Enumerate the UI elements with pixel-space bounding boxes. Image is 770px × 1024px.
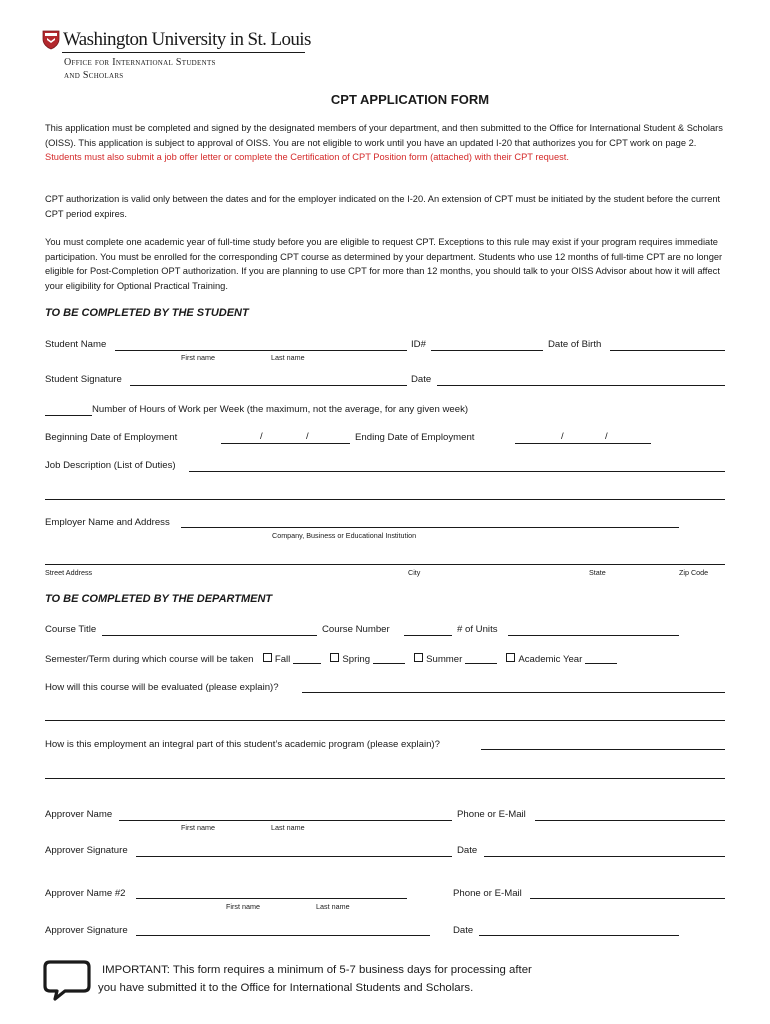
student-signature-field[interactable] [130,385,407,386]
city-hint: City [408,568,421,577]
dob-field[interactable] [610,350,725,351]
approver-name-2-label: Approver Name #2 [45,888,126,899]
approver-2-last-name-hint: Last name [316,902,350,911]
student-date-label: Date [411,374,432,385]
fall-checkbox[interactable] [263,653,272,662]
company-hint: Company, Business or Educational Institution [272,531,417,540]
approver-2-phone-field[interactable] [530,898,725,899]
approver-2-signature-field[interactable] [136,935,430,936]
job-description-field-2[interactable] [45,499,725,500]
job-description-field-1[interactable] [189,471,725,472]
units-label: # of Units [457,624,498,635]
hours-label: Number of Hours of Work per Week (the maximum, not the average, for any given week) [92,404,469,415]
academic-year-blank[interactable] [585,663,617,664]
approver-date-label: Date [457,845,478,856]
academic-year-label: Academic Year [518,654,583,665]
spring-blank[interactable] [373,663,405,664]
approver-2-first-name-hint: First name [226,902,260,911]
integral-field-1[interactable] [481,749,725,750]
fall-blank[interactable] [293,663,321,664]
intro-text: This application must be completed and signed by the designated members of your department, and then submitted to the Office for International Student & Scholars (OISS). This application is subject to approval of OISS. You are not eligible to work until you have an updated I-20 that authorizes you for CPT work on page 2. [45,123,723,148]
end-date-sep-2: / [605,431,608,442]
university-logo [42,29,311,54]
hours-field[interactable] [45,415,92,416]
intro-paragraph-1 [45,121,725,165]
end-date-sep-1: / [561,431,564,442]
approver-date-field[interactable] [484,856,725,857]
course-number-field[interactable] [404,635,452,636]
intro-paragraph-3: You must complete one academic year of full-time study before you are eligible to request CPT. Exceptions to this rule may exist if your program requires immediate participation. You must be enrolled for the corresponding CPT course as determined by your department. Students who use 12 months of full-time CPT are no longer eligible for Post-Completion OPT authorization. If you are planning to use CPT for more than 12 months, you should talk to your OISS Advisor about how it will affect your eligibility for Optional Practical Training. [45,237,723,292]
end-date-field[interactable] [515,443,651,444]
approver-2-date-label: Date [453,925,474,936]
student-signature-label: Student Signature [45,374,122,385]
approver-2-phone-label: Phone or E-Mail [453,888,522,899]
approver-name-field[interactable] [119,820,452,821]
approver-2-date-field[interactable] [479,935,679,936]
course-title-label: Course Title [45,624,97,635]
university-name: Washington University in St. Louis [63,29,311,50]
spring-checkbox[interactable] [330,653,339,662]
academic-year-checkbox[interactable] [506,653,515,662]
intro-red-text: Students must also submit a job offer letter or complete the Certification of CPT Position form (attached) with their CPT request. [45,152,569,163]
approver-signature-field[interactable] [136,856,452,857]
department-section-heading: TO BE COMPLETED BY THE DEPARTMENT [45,593,273,605]
begin-date-sep-2: / [306,431,309,442]
units-field[interactable] [508,635,679,636]
course-title-field[interactable] [102,635,317,636]
approver-phone-label: Phone or E-Mail [457,809,526,820]
approver-name-label: Approver Name [45,809,113,820]
summer-blank[interactable] [465,663,497,664]
approver-first-name-hint: First name [181,823,215,832]
dob-label: Date of Birth [548,339,602,350]
approver-signature-label: Approver Signature [45,845,128,856]
semester-label: Semester/Term during which course will be taken [45,654,254,665]
header-rule [62,52,305,53]
shield-icon [42,30,60,50]
last-name-hint: Last name [271,353,305,362]
street-address-hint: Street Address [45,568,93,577]
integral-field-2[interactable] [45,778,725,779]
integral-label: How is this employment an integral part of this student’s academic program (please explain)? [45,739,440,750]
begin-date-label: Beginning Date of Employment [45,432,178,443]
summer-label: Summer [426,654,463,665]
begin-date-sep-1: / [260,431,263,442]
form-title: CPT APPLICATION FORM [330,92,490,107]
approver-last-name-hint: Last name [271,823,305,832]
fall-label: Fall [274,654,291,665]
student-section-heading: TO BE COMPLETED BY THE STUDENT [45,307,249,319]
evaluated-field-1[interactable] [302,692,725,693]
id-label: ID# [411,339,426,350]
evaluated-field-2[interactable] [45,720,725,721]
evaluated-label: How will this course will be evaluated (please explain)? [45,682,279,693]
spring-label: Spring [342,654,371,665]
end-date-label: Ending Date of Employment [355,432,475,443]
office-name-line2: and Scholars [64,70,124,81]
student-name-field[interactable] [115,350,407,351]
first-name-hint: First name [181,353,215,362]
summer-checkbox[interactable] [414,653,423,662]
approver-name-2-field[interactable] [136,898,407,899]
speech-bubble-icon [43,960,91,1002]
intro-paragraph-2: CPT authorization is valid only between the dates and for the employer indicated on the I-20. An extension of CPT must be initiated by the student before the current CPT period expires. [45,194,721,219]
approver-phone-field[interactable] [535,820,725,821]
state-hint: State [589,568,606,577]
id-field[interactable] [431,350,543,351]
approver-2-signature-label: Approver Signature [45,925,128,936]
employer-address-field[interactable] [45,564,725,565]
employer-label: Employer Name and Address [45,517,170,528]
student-date-field[interactable] [437,385,725,386]
course-number-label: Course Number [322,624,390,635]
begin-date-field[interactable] [221,443,350,444]
semester-row [45,653,617,666]
job-description-label: Job Description (List of Duties) [45,460,176,471]
office-name-line1: Office for International Students [64,57,216,68]
student-name-label: Student Name [45,339,107,350]
employer-name-field[interactable] [181,527,679,528]
important-note: IMPORTANT: This form requires a minimum of 5-7 business days for processing after you have submitted it to the Office for International Students and Scholars. [98,964,532,994]
zip-code-hint: Zip Code [679,568,709,577]
